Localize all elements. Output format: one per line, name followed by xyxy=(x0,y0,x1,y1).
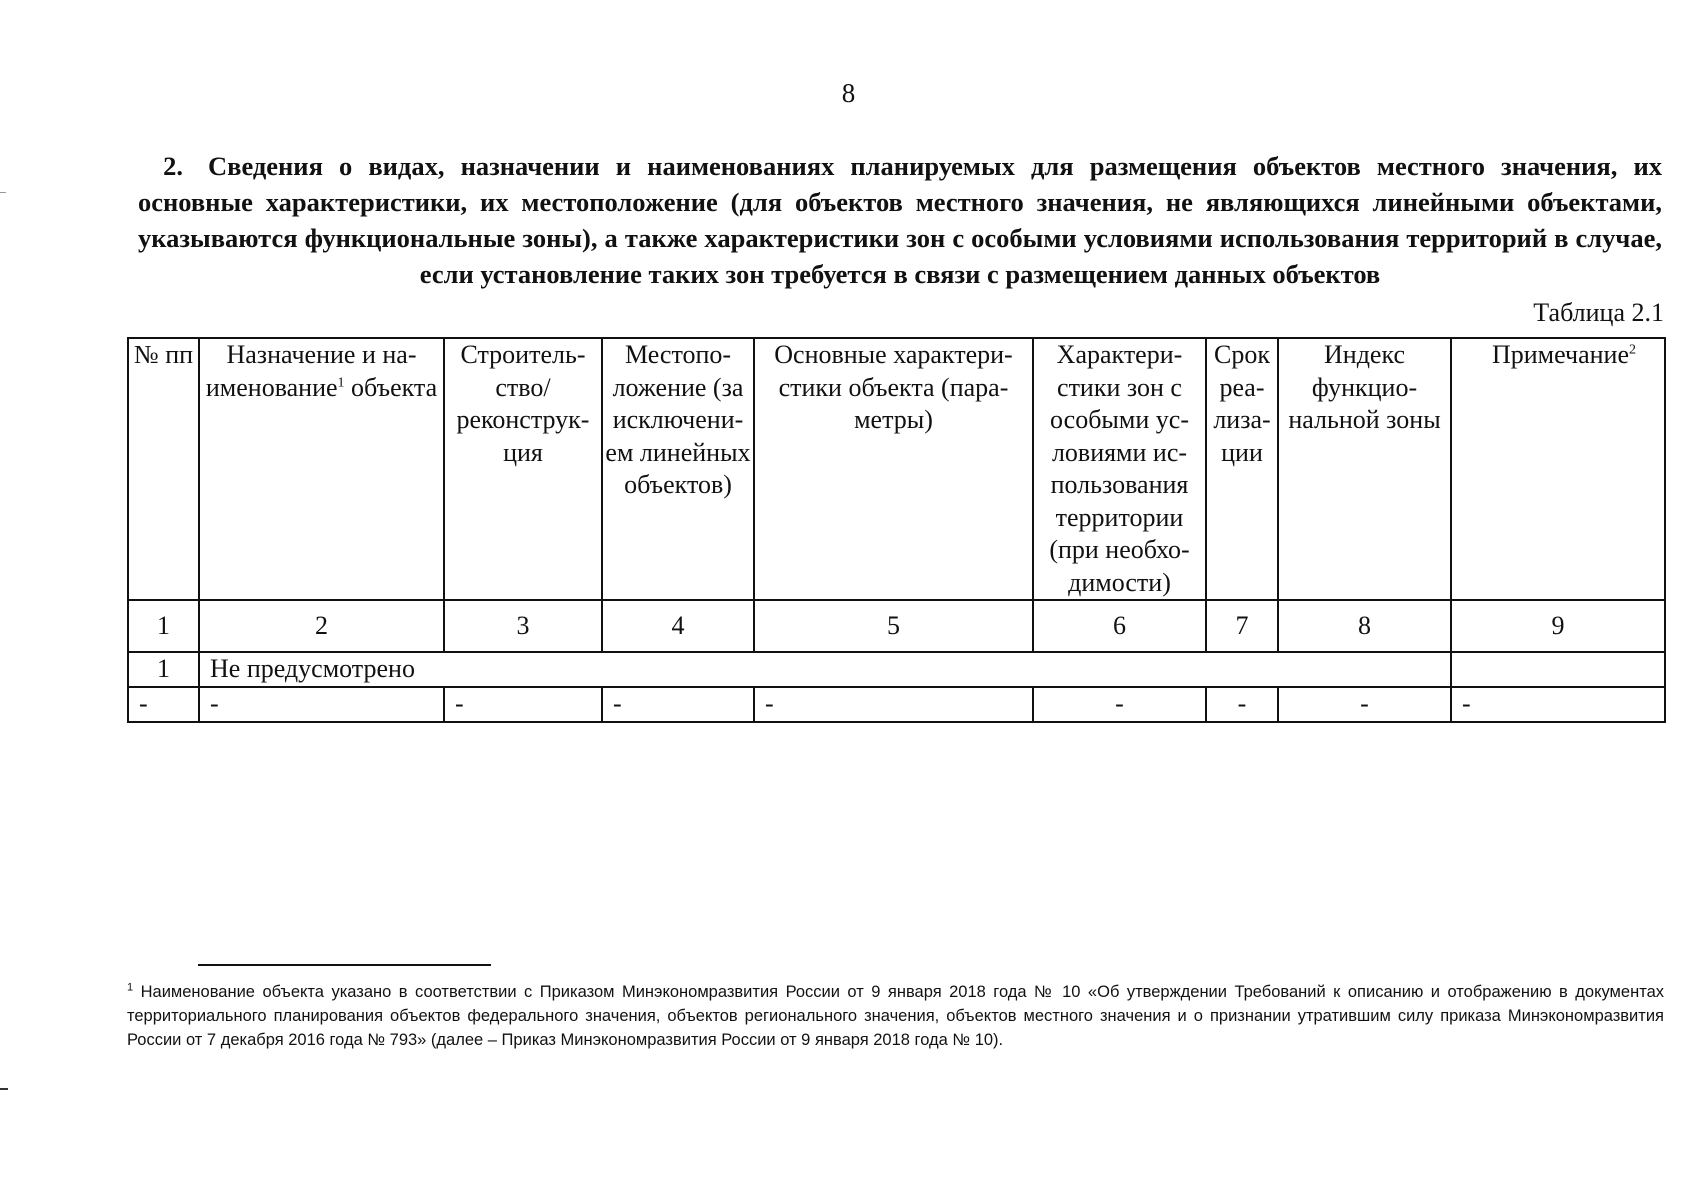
column-number: 7 xyxy=(1206,600,1278,652)
table-row xyxy=(128,652,1665,687)
footnote xyxy=(127,980,1664,1052)
header-cell xyxy=(754,338,1033,600)
table-cell: - xyxy=(602,687,754,722)
table-row xyxy=(128,687,1665,722)
table-cell: - xyxy=(754,687,1033,722)
header-cell xyxy=(128,338,199,600)
header-cell xyxy=(602,338,754,600)
data-table xyxy=(127,337,1666,723)
row-note xyxy=(1451,652,1665,687)
header-label: Основные характеристики объекта (параметры) xyxy=(774,340,1013,434)
footnote-ref: 1 xyxy=(337,374,345,390)
table-cell: - xyxy=(444,687,602,722)
header-row xyxy=(128,338,1665,600)
table-cell: - xyxy=(199,687,444,722)
header-cell xyxy=(1278,338,1451,600)
column-number: 3 xyxy=(444,600,602,652)
column-number: 6 xyxy=(1033,600,1206,652)
page-number: 8 xyxy=(841,78,856,108)
section-number: 2. xyxy=(163,151,183,181)
column-number-row xyxy=(128,600,1665,652)
header-label: Местоположение (за исключением линейных объектов) xyxy=(605,340,751,499)
header-label-suffix: объекта xyxy=(344,372,438,402)
margin-mark xyxy=(0,192,6,193)
column-number: 5 xyxy=(754,600,1033,652)
row-text: Не предусмотрено xyxy=(199,652,1451,687)
column-number: 1 xyxy=(128,600,199,652)
table-cell: - xyxy=(1451,687,1665,722)
column-number: 8 xyxy=(1278,600,1451,652)
section-heading xyxy=(138,148,1662,292)
header-label: Характеристики зон с особыми условиями использования территории (при необходимости) xyxy=(1049,340,1190,597)
margin-mark xyxy=(0,1088,8,1090)
footnote-ref: 2 xyxy=(1629,342,1636,358)
header-label: № пп xyxy=(133,340,194,369)
header-cell xyxy=(444,338,602,600)
column-number: 4 xyxy=(602,600,754,652)
header-cell xyxy=(199,338,444,600)
header-label: Строительство/ реконструкция xyxy=(456,340,590,467)
footnote-separator xyxy=(198,964,491,966)
table-caption: Таблица 2.1 xyxy=(1533,298,1664,327)
header-cell xyxy=(1451,338,1665,600)
header-label: Индекс функциональной зоны xyxy=(1288,340,1441,434)
header-label: Примечание xyxy=(1491,340,1629,369)
section-title: Сведения о видах, назначении и наименованиях планируемых для размещения объектов местного значения, их основные характеристики, их местоположение (для объектов местного значения, не являющихся линейными объектами, указываются функциональные зоны), а также характеристики зон с особыми условиями использования территорий в случае, если установление таких зон требуется в связи с размещением данных объектов xyxy=(138,151,1662,289)
column-number: 2 xyxy=(199,600,444,652)
header-label: Назначение и наименование xyxy=(205,340,417,402)
header-label: Срок реализации xyxy=(1213,340,1271,467)
table-cell: - xyxy=(128,687,199,722)
table-cell: - xyxy=(1033,687,1206,722)
table-cell: - xyxy=(1278,687,1451,722)
footnote-text: Наименование объекта указано в соответствии с Приказом Минэкономразвития России от 9 января 2018 года № 10 «Об утверждении Требований к описанию и отображению в документах территориального планирования объектов федерального значения, объектов регионального значения, объектов местного значения и о признании утратившим силу приказа Минэкономразвития России от 7 декабря 2016 года № 793» (далее – Приказ Минэкономразвития России от 9 января 2018 года № 10). xyxy=(127,983,1664,1049)
table-cell: - xyxy=(1206,687,1278,722)
header-cell xyxy=(1206,338,1278,600)
row-number: 1 xyxy=(128,652,199,687)
column-number: 9 xyxy=(1451,600,1665,652)
footnote-marker: 1 xyxy=(127,981,134,994)
header-cell xyxy=(1033,338,1206,600)
